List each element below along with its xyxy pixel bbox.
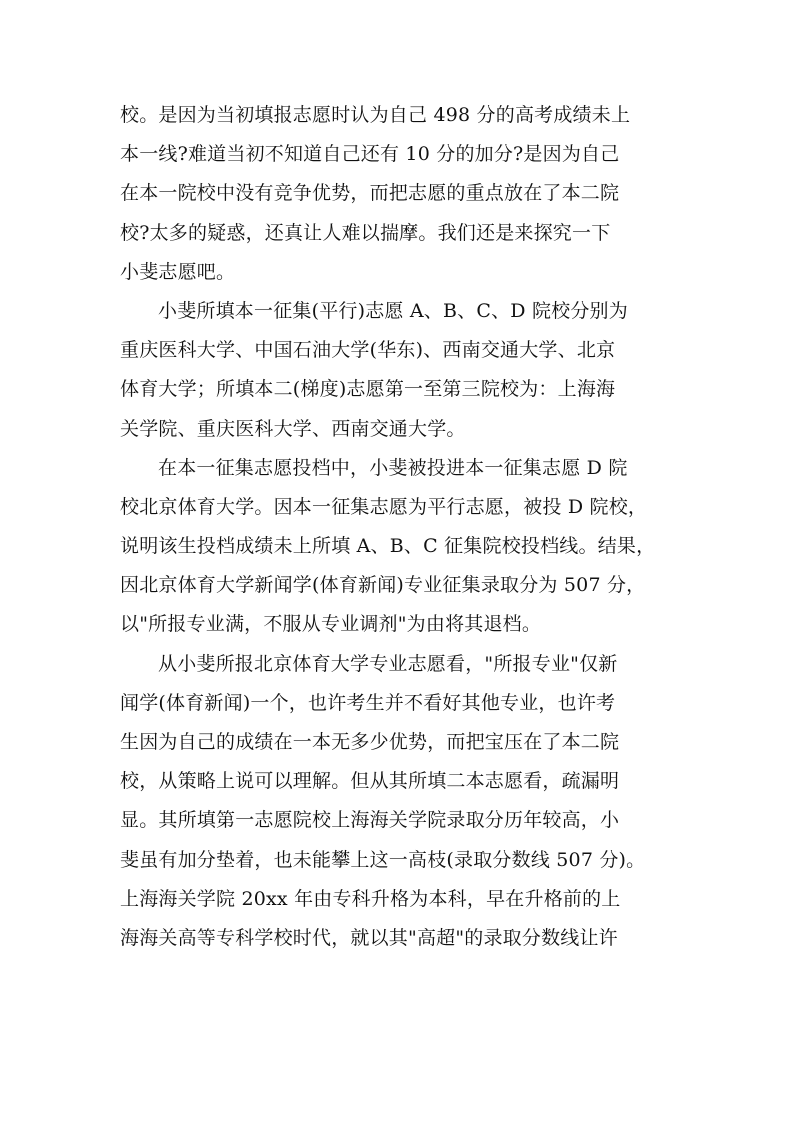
text-line: 校?太多的疑惑，还真让人难以揣摩。我们还是来探究一下 [120,221,611,244]
text-line: 校，从策略上说可以理解。但从其所填二本志愿看，疏漏明 [120,770,620,793]
text-line: 因北京体育大学新闻学(体育新闻)专业征集录取分为 507 分， [120,574,646,597]
text-line: 小斐志愿吧。 [120,260,236,283]
paragraph [120,96,676,292]
paragraph [120,292,676,449]
document-page [120,96,676,958]
text-line: 在本一征集志愿投档中，小斐被投进本一征集志愿 D 院 [158,456,628,479]
text-line: 上海海关学院 20xx 年由专科升格为本科，早在升格前的上 [120,887,621,910]
text-line: 斐虽有加分垫着，也未能攀上这一高枝(录取分数线 507 分)。 [120,848,646,871]
text-line: 生因为自己的成绩在一本无多少优势，而把宝压在了本二院 [120,731,620,753]
text-line: 校北京体育大学。因本一征集志愿为平行志愿，被投 D 院校， [120,495,648,518]
text-line: 小斐所填本一征集(平行)志愿 A、B、C、D 院校分别为 [158,299,628,322]
text-line: 以"所报专业满，不服从专业调剂"为由将其退档。 [120,613,542,636]
text-line: 海海关高等专科学校时代，就以其"高超"的录取分数线让许 [120,926,618,949]
text-line: 说明该生投档成绩未上所填 A、B、C 征集院校投档线。结果， [120,535,656,558]
text-line: 校。是因为当初填报志愿时认为自己 498 分的高考成绩未上 [120,104,631,126]
text-line: 闻学(体育新闻)一个，也许考生并不看好其他专业，也许考 [120,691,616,714]
text-line: 本一线?难道当初不知道自己还有 10 分的加分?是因为自己 [120,143,620,166]
text-line: 关学院、重庆医科大学、西南交通大学。 [120,417,466,440]
text-line: 在本一院校中没有竞争优势，而把志愿的重点放在了本二院 [120,182,620,205]
text-line: 从小斐所报北京体育大学专业志愿看，"所报专业"仅新 [158,652,618,675]
paragraph [120,449,676,645]
paragraph [120,645,676,959]
text-line: 显。其所填第一志愿院校上海海关学院录取分历年较高，小 [120,809,620,832]
text-line: 重庆医科大学、中国石油大学(华东)、西南交通大学、北京 [120,339,616,362]
text-line: 体育大学；所填本二(梯度)志愿第一至第三院校为：上海海 [120,378,616,401]
